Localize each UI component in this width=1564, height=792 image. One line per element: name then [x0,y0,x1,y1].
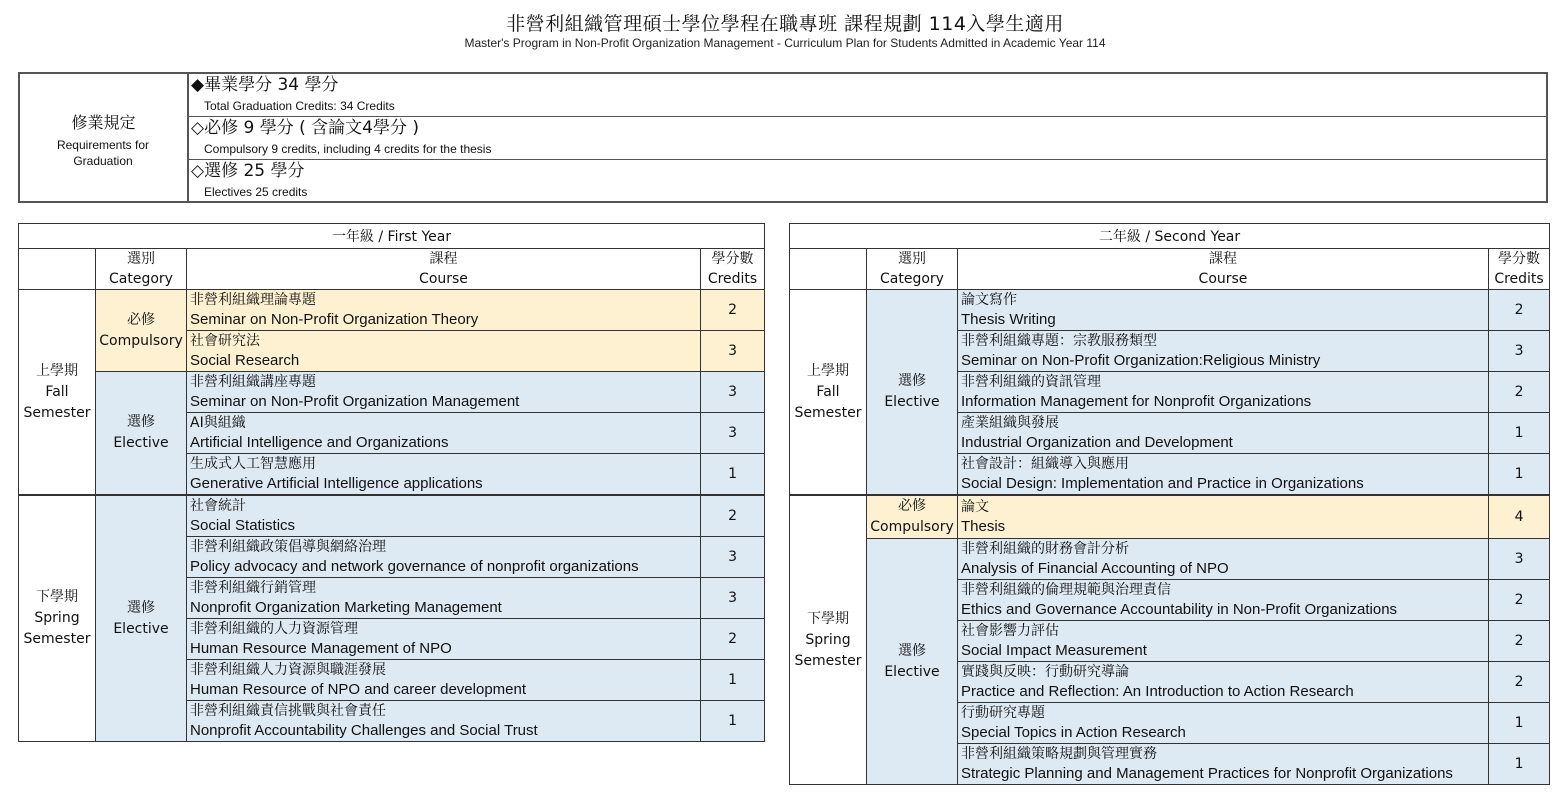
course-cell [958,495,1489,539]
semester-label: Semester [794,652,862,669]
course-name-en: Nonprofit Accountability Challenges and Social Trust [190,722,538,739]
table-title-row [790,224,1550,249]
course-cell [958,621,1489,662]
course-name-zh: 非營利組織的倫理規範與治理責信 [961,582,1171,598]
course-name-en: Social Impact Measurement [961,642,1147,659]
semester-label: Spring [805,631,851,648]
course-name-zh: 非營利組織行銷管理 [190,580,316,596]
credits-cell: 2 [1489,621,1550,662]
requirements-label-zh: 修業規定 [71,113,136,132]
category-label: 必修 [127,311,155,328]
course-cell [958,539,1489,580]
credits-cell: 2 [1489,372,1550,413]
course-cell [958,662,1489,703]
course-cell [187,331,701,372]
requirement-item [188,74,1546,117]
course-name-en: Seminar on Non-Profit Organization Management [190,393,520,410]
course-name-en: Generative Artificial Intelligence applications [190,475,483,492]
course-name-zh: 社會影響力評估 [961,623,1059,639]
course-name-zh: 非營利組織的財務會計分析 [961,541,1129,557]
credits-cell: 2 [701,495,765,537]
course-cell [958,454,1489,496]
semester-label: Semester [23,404,91,421]
course-name-en: Information Management for Nonprofit Organizations [961,393,1312,410]
table-header-row [19,249,765,290]
category-label: Elective [884,663,940,680]
course-row [19,372,765,413]
category-elective [867,539,958,785]
credits-cell: 1 [701,454,765,496]
course-row [790,290,1550,331]
category-label: 選修 [127,599,155,616]
semester-cell-fall [790,290,867,496]
course-cell [187,701,701,742]
credits-cell: 1 [1489,413,1550,454]
course-cell [958,413,1489,454]
category-label: Elective [884,394,940,410]
course-name-en: Special Topics in Action Research [961,724,1186,741]
page-title: 非營利組織管理碩士學位學程在職專班 課程規劃 114入學生適用 [506,13,1064,35]
course-name-zh: 行動研究專題 [961,705,1045,721]
course-name-zh: 社會統計 [190,498,246,514]
credits-cell: 3 [701,413,765,454]
course-name-en: Thesis Writing [961,311,1056,328]
second-year-table [789,223,1550,785]
course-name-en: Thesis [961,518,1006,535]
course-name-zh: 論文 [961,499,989,515]
course-name-zh: 非營利組織理論專題 [190,292,316,308]
header-category-zh: 選別 [127,251,155,267]
table-header-row [790,249,1550,290]
requirement-item [188,117,1546,160]
header-credits-zh: 學分數 [711,251,754,267]
header-credits-zh: 學分數 [1498,251,1541,267]
semester-cell-fall [19,290,96,496]
table-title-row [19,224,765,249]
header-category [96,249,187,290]
credits-cell: 1 [1489,454,1550,496]
course-name-en: Practice and Reflection: An Introduction to Action Research [961,683,1354,700]
credits-cell: 1 [1489,703,1550,744]
category-compulsory [867,495,958,539]
semester-label: 下學期 [807,610,849,627]
course-name-en: Seminar on Non-Profit Organization:Religious Ministry [961,352,1321,369]
requirement-zh: ◇必修 9 學分 ( 含論文4學分 ) [191,118,419,138]
credits-cell: 3 [1489,331,1550,372]
category-label: Compulsory [870,519,954,535]
course-name-zh: 社會研究法 [190,333,260,349]
course-row [790,495,1550,539]
category-elective [867,290,958,496]
semester-label: Semester [23,631,91,647]
category-elective [96,495,187,742]
course-name-zh: 生成式人工智慧應用 [190,456,316,472]
course-name-en: Social Design: Implementation and Practice in Organizations [961,475,1364,492]
course-name-en: Policy advocacy and network governance of nonprofit organizations [190,558,639,575]
header-course-en: Course [1198,271,1248,287]
header-course-en: Course [419,271,468,287]
course-row [19,290,765,331]
course-name-zh: 論文寫作 [961,292,1017,308]
header-category-en: Category [880,271,944,287]
course-row [19,495,765,537]
semester-label: Fall [816,383,840,400]
course-cell [958,744,1489,785]
header-course [958,249,1489,290]
course-name-zh: 非營利組織人力資源與職涯發展 [190,662,386,678]
course-name-zh: 非營利組織策略規劃與管理實務 [961,746,1157,762]
course-name-en: Human Resource of NPO and career development [190,681,527,698]
course-cell [187,578,701,619]
course-name-en: Industrial Organization and Development [961,434,1233,451]
course-cell [187,413,701,454]
credits-cell: 2 [1489,290,1550,331]
course-name-zh: 非營利組織專題：宗教服務類型 [961,333,1157,349]
course-cell [958,290,1489,331]
requirements-label [20,74,189,201]
course-name-en: Seminar on Non-Profit Organization Theory [190,311,479,328]
course-cell [187,619,701,660]
course-name-zh: 非營利組織責信挑戰與社會責任 [190,703,386,719]
course-cell [187,537,701,578]
semester-label: 上學期 [36,362,78,379]
credits-cell: 3 [701,331,765,372]
credits-cell: 1 [701,701,765,742]
table-title: 二年級 / Second Year [790,224,1550,249]
category-label: 必修 [898,498,926,514]
header-course-zh: 課程 [429,251,458,267]
semester-label: Semester [794,404,862,421]
requirements-label-en: Requirements for Graduation [56,138,150,168]
category-compulsory [96,290,187,372]
credits-cell: 1 [701,660,765,701]
course-row [790,539,1550,580]
semester-label: Fall [45,383,69,400]
course-cell [187,372,701,413]
course-name-zh: 非營利組織講座專題 [190,374,316,390]
semester-label: 下學期 [36,589,78,605]
credits-cell: 4 [1489,495,1550,539]
course-cell [958,331,1489,372]
credits-cell: 3 [701,578,765,619]
semester-cell-spring [19,495,96,742]
requirement-en: Total Graduation Credits: 34 Credits [204,99,395,113]
course-name-zh: AI與組織 [190,415,246,431]
header-course-zh: 課程 [1209,251,1237,267]
course-cell [958,580,1489,621]
header-credits-en: Credits [1494,271,1544,287]
category-label: 選修 [898,373,926,389]
credits-cell: 2 [701,619,765,660]
course-name-en: Nonprofit Organization Marketing Management [190,599,502,616]
requirement-en: Electives 25 credits [204,185,308,199]
course-name-en: Social Research [190,352,300,369]
requirement-en: Compulsory 9 credits, including 4 credits for the thesis [204,142,492,156]
requirement-item [188,160,1546,201]
requirement-zh: ◆畢業學分 34 學分 [191,75,339,95]
header-category [867,249,958,290]
course-name-zh: 社會設計：組織導入與應用 [961,456,1129,472]
category-label: 選修 [127,414,155,430]
course-name-zh: 非營利組織政策倡導與網絡治理 [190,539,386,555]
page-subtitle: Master's Program in Non-Profit Organization Management - Curriculum Plan for Students Admitted in Academic Year 114 [464,36,1106,50]
requirements-box [18,72,1548,203]
course-cell [187,290,701,331]
category-label: Elective [113,620,169,637]
first-year-table [18,223,765,742]
course-name-zh: 非營利組織的資訊管理 [961,374,1101,390]
semester-cell-spring [790,495,867,785]
course-cell [958,703,1489,744]
category-label: Elective [113,435,169,451]
course-name-zh: 產業組織與發展 [961,415,1059,431]
course-cell [187,454,701,496]
credits-cell: 2 [1489,580,1550,621]
course-cell [187,660,701,701]
course-name-en: Strategic Planning and Management Practices for Nonprofit Organizations [961,765,1453,782]
course-cell [958,372,1489,413]
header-semester [790,249,867,290]
header-credits [701,249,765,290]
course-name-en: Artificial Intelligence and Organizations [190,434,449,451]
credits-cell: 2 [1489,662,1550,703]
course-name-en: Social Statistics [190,517,296,534]
semester-label: Spring [34,610,80,626]
course-name-en: Human Resource Management of NPO [190,640,452,657]
credits-cell: 3 [1489,539,1550,580]
header-category-zh: 選別 [898,251,926,267]
credits-cell: 2 [701,290,765,331]
credits-cell: 1 [1489,744,1550,785]
header-semester [19,249,96,290]
semester-label: 上學期 [807,362,849,379]
table-title: 一年級 / First Year [19,224,765,249]
course-name-zh: 實踐與反映：行動研究導論 [961,664,1129,680]
header-credits [1489,249,1550,290]
credits-cell: 3 [701,372,765,413]
category-label: 選修 [898,642,926,659]
requirement-zh: ◇選修 25 學分 [191,161,305,181]
header-category-en: Category [109,271,173,287]
category-elective [96,372,187,496]
category-label: Compulsory [99,332,183,349]
course-name-en: Ethics and Governance Accountability in Non-Profit Organizations [961,601,1398,618]
course-name-zh: 非營利組織的人力資源管理 [190,621,358,637]
header-course [187,249,701,290]
header-credits-en: Credits [707,271,758,287]
credits-cell: 3 [701,537,765,578]
course-cell [187,495,701,537]
course-name-en: Analysis of Financial Accounting of NPO [961,560,1229,577]
